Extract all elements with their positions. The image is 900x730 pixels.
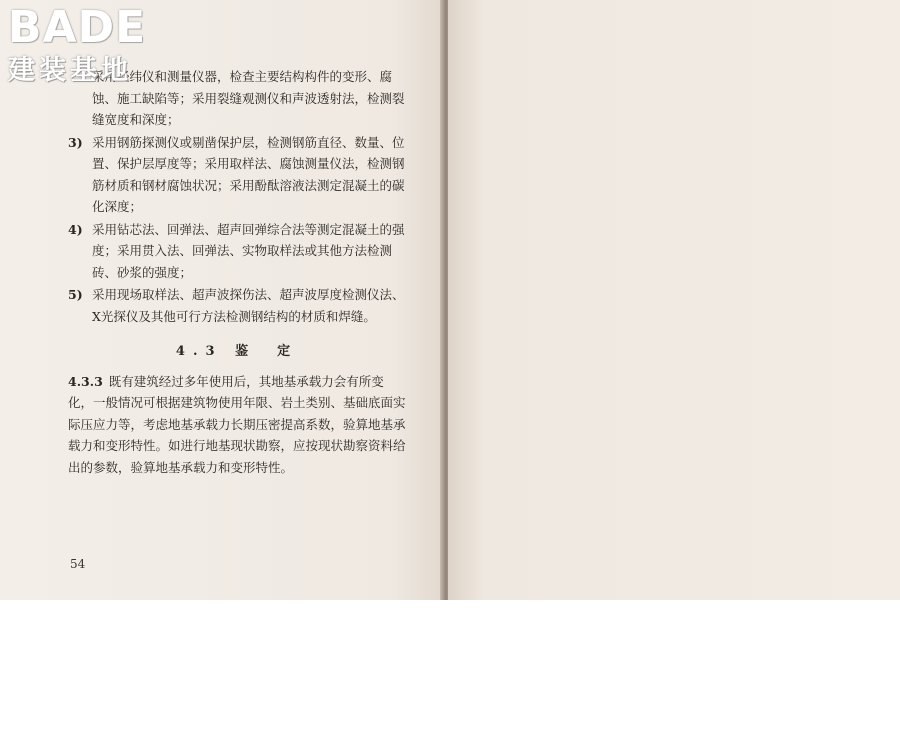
page-number-left: 54	[70, 557, 86, 571]
list-item-5	[68, 284, 406, 327]
list-item-4	[68, 219, 406, 284]
left-page-body	[68, 66, 406, 484]
list-item-text: 采用经纬仪和测量仪器，检查主要结构构件的变形、腐蚀、施工缺陷等；采用裂缝观测仪和声波透射法，检测裂缝宽度和深度；	[92, 69, 405, 127]
list-item-number: 5)	[68, 287, 83, 302]
watermark-subtitle: 建装基地	[8, 55, 132, 86]
clause-number: 4.3.3	[68, 373, 103, 389]
right-page	[448, 0, 900, 600]
watermark-brand: BADE	[8, 2, 147, 53]
list-item-text: 采用钢筋探测仪或剔凿保护层，检测钢筋直径、数量、位置、保护层厚度等；采用取样法、腐蚀测量仪法，检测钢筋材质和钢材腐蚀状况；采用酚酞溶液法测定混凝土的碳化深度；	[92, 134, 405, 214]
bade-watermark-logo	[8, 4, 178, 88]
list-item-number: 3)	[68, 134, 83, 150]
clause-4-3-3	[68, 371, 406, 479]
list-item-3	[68, 132, 406, 218]
clause-text: 既有建筑经过多年使用后，其地基承载力会有所变化，一般情况可根据建筑物使用年限、岩土类别、基础底面实际压应力等，考虑地基承载力长期压密提高系数，验算地基承载力和变形特性。如进行地基现状勘察，应按现状勘察资料给出的参数，验算地基承载力和变形特性。	[68, 373, 406, 475]
section-heading-4-3: 4.3 鉴 定	[175, 344, 299, 359]
left-page	[0, 0, 444, 600]
list-item-text: 采用现场取样法、超声波探伤法、超声波厚度检测仪法、X光探仪及其他可行方法检测钢结构的材质和焊缝。	[92, 287, 405, 324]
list-item-number: 4)	[68, 221, 83, 237]
list-item-text: 采用钻芯法、回弹法、超声回弹综合法等测定混凝土的强度；采用贯入法、回弹法、实物取样法或其他方法检测砖、砂浆的强度；	[92, 221, 405, 280]
